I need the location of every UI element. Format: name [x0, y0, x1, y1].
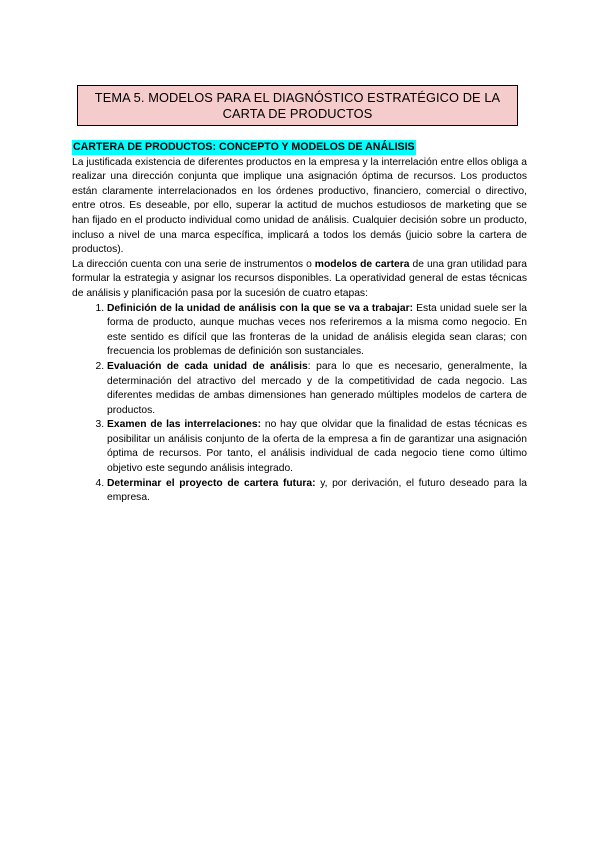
- list-item: [107, 418, 527, 476]
- list-item-bold: Examen de las interrelaciones:: [107, 419, 262, 431]
- section-heading: CARTERA DE PRODUCTOS: CONCEPTO Y MODELOS DE ANÁLISIS: [73, 141, 415, 153]
- list-item-text: Esta unidad suele ser la forma de producto, aunque muchas veces nos referiremos a la misma como negocio. En este sentido es difícil que las fronteras de la unidad de análisis elegida sean claras; con frecuencia los problemas de definición son sustanciales.: [107, 302, 528, 358]
- list-item: [107, 477, 527, 506]
- page-title: TEMA 5. MODELOS PARA EL DIAGNÓSTICO ESTRATÉGICO DE LA CARTA DE PRODUCTOS: [77, 85, 518, 126]
- paragraph-models-text-before: La dirección cuenta con una serie de instrumentos o: [72, 258, 315, 270]
- document-body: [72, 140, 527, 506]
- list-item-bold: Definición de la unidad de análisis con la que se va a trabajar:: [107, 302, 414, 314]
- paragraph-intro: La justificada existencia de diferentes productos en la empresa y la interrelación entre ellos obliga a realizar una dirección conjunta que implique una asignación óptima de recursos. Los productos están claramente interrelacionados en los órdenes productivo, financiero, comercial o directivo, entre otros. Es deseable, por ello, superar la actitud de muchos estudiosos de marketing que se han fijado en el producto individual como unidad de análisis. Cualquier decisión sobre un producto, incluso a nivel de una marca específica, implicará a todos los demás (juicio sobre la cartera de productos).: [72, 156, 527, 256]
- list-item-bold: Determinar el proyecto de cartera futura:: [107, 477, 316, 489]
- list-item-text: : para lo que es necesario, generalmente, la determinación del atractivo del mercado y de la competitividad de cada negocio. Las diferentes medidas de ambas dimensiones han generado múltiples modelos de cartera de productos.: [107, 360, 527, 416]
- paragraph-models-text-after: de una gran utilidad para formular la estrategia y asignar los recursos disponibles. La operatividad general de estas técnicas de análisis y planificación pasa por la sucesión de cuatro etapas:: [72, 258, 527, 299]
- list-item-bold: Evaluación de cada unidad de análisis: [107, 360, 308, 372]
- list-item-text: y, por derivación, el futuro deseado para la empresa.: [107, 477, 527, 504]
- paragraph-models-bold: modelos de cartera: [314, 258, 410, 270]
- list-item-text: no hay que olvidar que la finalidad de estas técnicas es posibilitar un análisis conjunto de la oferta de la empresa a fin de garantizar una asignación óptima de recursos. Por tanto, el análisis individual de cada negocio tiene como último objetivo este segundo análisis integrado.: [107, 419, 527, 475]
- list-item: [107, 302, 527, 360]
- stages-list: [72, 302, 527, 506]
- section-heading-line: [72, 140, 527, 156]
- paragraph-models: [72, 258, 527, 302]
- list-item: [107, 360, 527, 418]
